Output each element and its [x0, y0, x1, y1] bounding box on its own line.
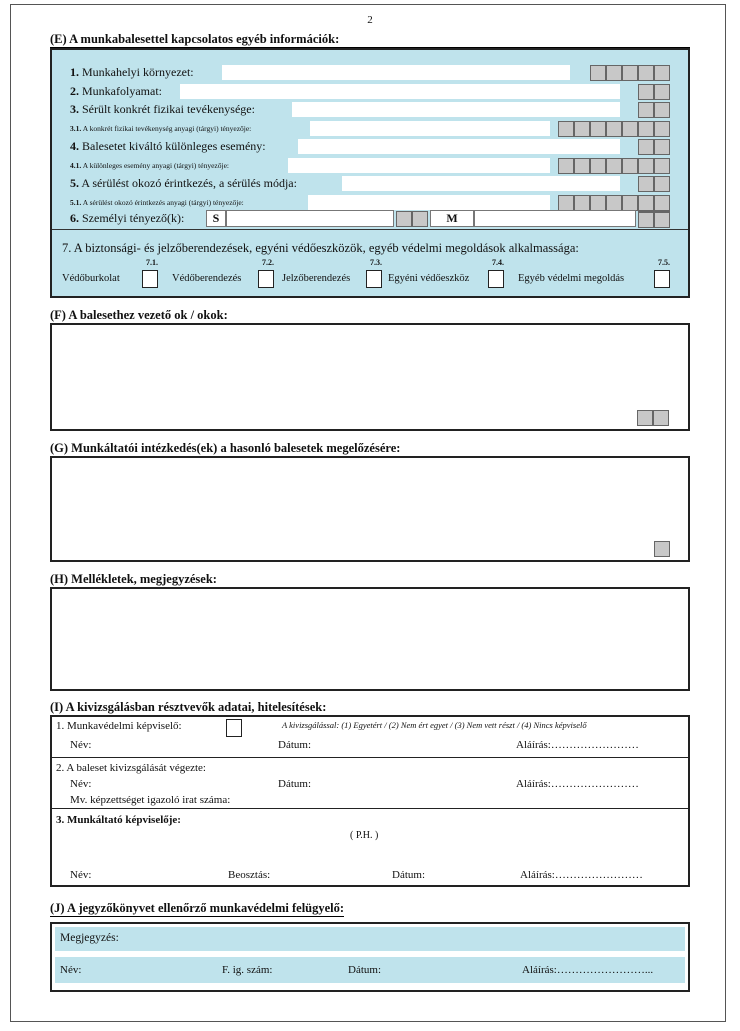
item7-checkbox[interactable] [366, 270, 382, 288]
code-cell[interactable] [654, 121, 670, 137]
row-text: Balesetet kiváltó különleges esemény: [82, 139, 266, 153]
row-text: Személyi tényező(k): [82, 211, 185, 225]
remarks-field[interactable] [55, 927, 685, 951]
code-cell[interactable] [654, 195, 670, 211]
code-cell[interactable] [638, 84, 654, 100]
code-cell[interactable] [574, 195, 590, 211]
section-e-input[interactable] [310, 121, 550, 136]
item7-option-label: Védőberendezés [172, 273, 242, 284]
section-e-row-label [70, 194, 244, 211]
section-e-input[interactable] [342, 176, 620, 191]
p2-signature-label: Aláírás:…………………… [516, 778, 639, 790]
code-cell[interactable] [638, 65, 654, 81]
item7-option-label: Egyéb védelmi megoldás [518, 273, 625, 284]
section-j-title: (J) A jegyzőkönyvet ellenőrző munkavédelmi felügyelő: [50, 901, 345, 915]
row-text: A sérülést okozó érintkezés, a sérülés módja: [81, 176, 297, 190]
item7-option-code: 7.4. [492, 258, 504, 267]
section-e-row-label [70, 120, 251, 137]
p1-name-label: Név: [70, 739, 92, 751]
p3-position-label: Beosztás: [228, 869, 271, 881]
p1-note: A kivizsgálással: (1) Egyetért / (2) Nem ért egyet / (3) Nem vett részt / (4) Nincs képviselő [282, 720, 587, 730]
s-label-box: S [206, 210, 226, 227]
remarks-label: Megjegyzés: [60, 932, 119, 944]
code-cell[interactable] [606, 121, 622, 137]
section-e-row-label [70, 101, 255, 118]
section-e-row-label [70, 83, 162, 100]
item7-checkbox[interactable] [654, 270, 670, 288]
row-text: Munkahelyi környezet: [82, 65, 194, 79]
j-id-label: F. ig. szám: [222, 964, 273, 976]
code-cell[interactable] [638, 158, 654, 174]
page-number: 2 [367, 14, 373, 26]
code-cell[interactable] [654, 176, 670, 192]
code-cell[interactable] [590, 65, 606, 81]
p2-date-label: Dátum: [278, 778, 311, 790]
p3-name-label: Név: [70, 869, 92, 881]
p2-cert-label: Mv. képzettséget igazoló irat száma: [70, 794, 231, 806]
s-input[interactable] [226, 210, 394, 227]
section-h-title: (H) Mellékletek, megjegyzések: [50, 572, 217, 586]
row-text: A konkrét fizikai tevékenység anyagi (tárgyi) tényezője: [82, 124, 252, 133]
j-signature-label: Aláírás:……………………... [522, 964, 654, 976]
p1-signature-label: Aláírás:…………………… [516, 739, 639, 751]
item7-option-code: 7.3. [370, 258, 382, 267]
code-cell[interactable] [396, 211, 412, 227]
p1-code-box[interactable] [226, 719, 242, 737]
item7-option-label: Egyéni védőeszköz [388, 273, 470, 284]
code-cell[interactable] [574, 158, 590, 174]
section-e-input[interactable] [298, 139, 620, 154]
item7-checkbox[interactable] [258, 270, 274, 288]
code-cell[interactable] [638, 176, 654, 192]
j-name-label: Név: [60, 964, 82, 976]
stamp-placeholder: ( P.H. ) [350, 830, 379, 841]
row-number: 4. [70, 139, 79, 153]
j-date-label: Dátum: [348, 964, 381, 976]
section-e-input[interactable] [292, 102, 620, 117]
section-e-input[interactable] [222, 65, 570, 80]
code-cell[interactable] [558, 158, 574, 174]
item7-text: 7. A biztonsági- és jelzőberendezések, egyéni védőeszközök, egyéb védelmi megoldások alkalmassága: [62, 241, 579, 255]
code-cell[interactable] [653, 410, 669, 426]
p1-date-label: Dátum: [278, 739, 311, 751]
p2-name-label: Név: [70, 778, 92, 790]
section-i-title: (I) A kivizsgálásban résztvevők adatai, hitelesítések: [50, 700, 327, 714]
section-e-title: (E) A munkabalesettel kapcsolatos egyéb információk: [50, 32, 690, 48]
section-e-input[interactable] [308, 195, 550, 210]
section-e-row-label [70, 210, 184, 227]
code-cell[interactable] [654, 65, 670, 81]
row-number: 6. [70, 211, 79, 225]
item7-checkbox[interactable] [142, 270, 158, 288]
m-input[interactable] [474, 210, 636, 227]
code-cell[interactable] [606, 195, 622, 211]
code-cell[interactable] [638, 102, 654, 118]
section-g-input[interactable] [50, 456, 690, 562]
p2-label: 2. A baleset kivizsgálását végezte: [56, 762, 206, 774]
row-text: Sérült konkrét fizikai tevékenysége: [82, 102, 255, 116]
p3-label: 3. Munkáltató képviselője: [56, 814, 181, 826]
code-cell[interactable] [590, 158, 606, 174]
item7-option-label: Védőburkolat [62, 273, 120, 284]
section-e-input[interactable] [180, 84, 620, 99]
m-label-box: M [430, 210, 474, 227]
row-number: 3. [70, 102, 79, 116]
p3-signature-label: Aláírás:…………………… [520, 869, 643, 881]
section-g-title: (G) Munkáltatói intézkedés(ek) a hasonló balesetek megelőzésére: [50, 441, 401, 455]
code-cell[interactable] [622, 195, 638, 211]
row-text: A sérülést okozó érintkezés anyagi (tárgyi) tényezője: [82, 198, 244, 207]
row-number: 2. [70, 84, 79, 98]
code-cell[interactable] [654, 212, 670, 228]
row-number: 5.1. [70, 198, 82, 207]
section-e-row-label [70, 138, 266, 155]
code-cell[interactable] [606, 65, 622, 81]
row-text: A különleges esemény anyagi (tárgyi) tényezője: [82, 161, 229, 170]
code-cell[interactable] [638, 139, 654, 155]
section-e-input[interactable] [288, 158, 550, 173]
p1-label: 1. Munkavédelmi képviselő: [56, 720, 182, 732]
item7-option-code: 7.1. [146, 258, 158, 267]
row-number: 4.1. [70, 161, 82, 170]
code-cell[interactable] [590, 121, 606, 137]
code-cell[interactable] [622, 65, 638, 81]
section-f-title: (F) A balesethez vezető ok / okok: [50, 308, 228, 322]
code-cell[interactable] [638, 195, 654, 211]
section-e-row-label [70, 64, 194, 81]
code-cell[interactable] [654, 102, 670, 118]
row-number: 3.1. [70, 124, 82, 133]
section-i-divider [52, 757, 688, 758]
code-cell[interactable] [638, 212, 654, 228]
section-e-row-label [70, 157, 229, 174]
item7-option-code: 7.2. [262, 258, 274, 267]
section-f-input[interactable] [50, 323, 690, 431]
code-cell[interactable] [654, 158, 670, 174]
code-cell[interactable] [622, 121, 638, 137]
section-e-divider [52, 229, 688, 230]
code-cell[interactable] [606, 158, 622, 174]
row-number: 5. [70, 176, 79, 190]
item7-option-code: 7.5. [658, 258, 670, 267]
code-cell[interactable] [654, 84, 670, 100]
section-i-divider [52, 808, 688, 809]
code-cell[interactable] [622, 158, 638, 174]
code-cell[interactable] [590, 195, 606, 211]
p3-date-label: Dátum: [392, 869, 425, 881]
section-h-input[interactable] [50, 587, 690, 691]
code-cell[interactable] [654, 541, 670, 557]
row-number: 1. [70, 65, 79, 79]
item7-checkbox[interactable] [488, 270, 504, 288]
code-cell[interactable] [558, 121, 574, 137]
row-text: Munkafolyamat: [82, 84, 162, 98]
code-cell[interactable] [654, 139, 670, 155]
code-cell[interactable] [558, 195, 574, 211]
code-cell[interactable] [638, 121, 654, 137]
item7-option-label: Jelzőberendezés [282, 273, 351, 284]
code-cell[interactable] [574, 121, 590, 137]
code-cell[interactable] [412, 211, 428, 227]
code-cell[interactable] [637, 410, 653, 426]
section-e-row-label [70, 175, 297, 192]
